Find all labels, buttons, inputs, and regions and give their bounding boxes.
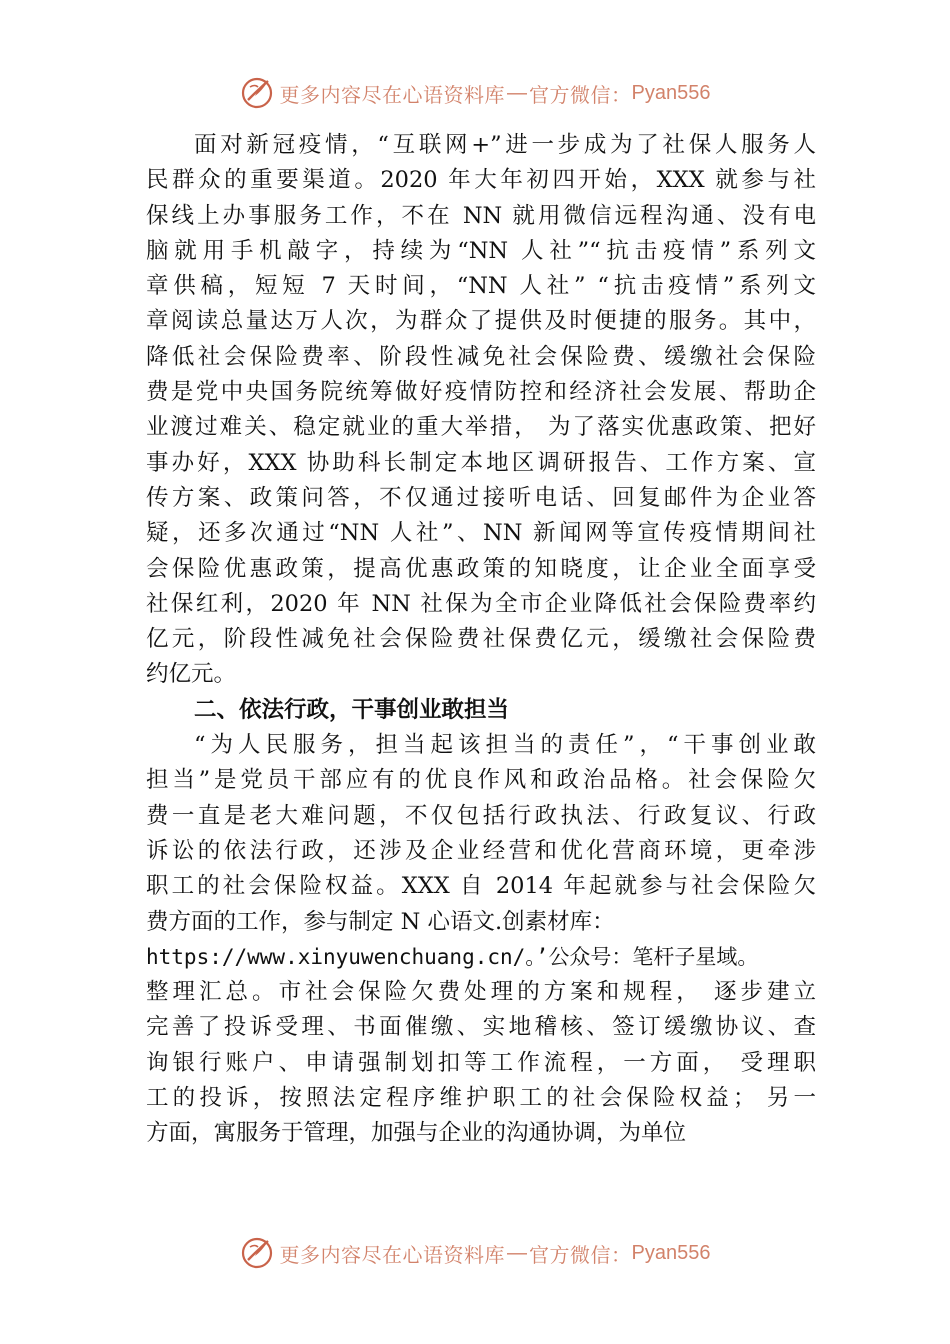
text-line: 保线上办事服务工作，不在 NN 就用微信远程沟通、没有电 xyxy=(146,202,816,229)
text-line: 社保红利，2020 年 NN 社保为全市企业降低社会保险费率约 xyxy=(146,590,816,617)
banner-wechat-id: Pyan556 xyxy=(631,81,711,104)
text-line: 事办好，XXX 协助科长制定本地区调研报告、工作方案、宣 xyxy=(146,449,816,476)
text-line: 费一直是老大难问题，不仅包括行政执法、行政复议、行政 xyxy=(146,802,816,829)
text-line: 约亿元。 xyxy=(146,661,237,688)
text-line: 完善了投诉受理、书面催缴、实地稽核、签订缓缴协议、查 xyxy=(146,1014,816,1041)
footer-banner xyxy=(0,1233,950,1273)
banner-separator: — xyxy=(507,81,528,104)
banner-label: 官方微信： xyxy=(529,82,632,107)
text-line: 亿元，阶段性减免社会保险费社保费亿元，缓缴社会保险费 xyxy=(146,626,816,653)
text-line: 业渡过难关、稳定就业的重大举措， 为了落实优惠政策、把好 xyxy=(146,414,816,441)
text-line: 会保险优惠政策，提高优惠政策的知晓度，让企业全面享受 xyxy=(146,555,816,582)
text-line: 面对新冠疫情，“互联网+”进一步成为了社保人服务人 xyxy=(194,132,816,158)
text-line: 章供稿，短短 7 天时间，“NN 人社” “抗击疫情”系列文 xyxy=(146,273,816,300)
header-banner xyxy=(0,73,950,113)
text-line-url: https://www.xinyuwenchuang.cn/。’公众号：笔杆子星域。 xyxy=(146,944,759,969)
text-line: 费方面的工作，参与制定 N 心语文.创素材库： xyxy=(146,908,615,935)
text-line: 疑，还多次通过“NN 人社”、NN 新闻网等宣传疫情期间社 xyxy=(146,520,816,547)
text-line: 民群众的重要渠道。2020 年大年初四开始，XXX 就参与社 xyxy=(146,167,816,194)
text-line: 整理汇总。市社会保险欠费处理的方案和规程， 逐步建立 xyxy=(146,979,816,1006)
text-line: 传方案、政策问答，不仅通过接听电话、回复邮件为企业答 xyxy=(146,484,816,511)
quill-logo-icon xyxy=(240,1236,274,1270)
document-body xyxy=(146,128,816,1152)
text-line: 诉讼的依法行政，还涉及企业经营和优化营商环境，更牵涉 xyxy=(146,837,816,864)
text-line: 询银行账户、申请强制划扣等工作流程，一方面， 受理职 xyxy=(146,1049,816,1076)
text-line: 工的投诉，按照法定程序维护职工的社会保险权益； 另一 xyxy=(146,1085,816,1112)
text-line: 职工的社会保险权益。XXX 自 2014 年起就参与社会保险欠 xyxy=(146,873,816,900)
paragraph-1 xyxy=(146,128,816,693)
banner-separator: — xyxy=(507,1241,528,1264)
text-line: 方面，寓服务于管理，加强与企业的沟通协调，为单位 xyxy=(146,1120,687,1147)
text-line: 担当”是党员干部应有的优良作风和政治品格。社会保险欠 xyxy=(146,767,816,794)
text-line: 费是党中央国务院统筹做好疫情防控和经济社会发展、帮助企 xyxy=(146,379,816,406)
text-line: 降低社会保险费率、阶段性减免社会保险费、缓缴社会保险 xyxy=(146,343,816,370)
section-heading: 二、依法行政，干事创业敢担当 xyxy=(194,696,510,723)
banner-text: 更多内容尽在心语资料库 xyxy=(279,1242,506,1267)
paragraph-2 xyxy=(146,728,816,1152)
banner-wechat-id: Pyan556 xyxy=(631,1241,711,1264)
text-line: 章阅读总量达万人次，为群众了提供及时便捷的服务。其中， xyxy=(146,308,816,335)
quill-logo-icon xyxy=(240,76,274,110)
banner-label: 官方微信： xyxy=(529,1242,632,1267)
banner-text: 更多内容尽在心语资料库 xyxy=(279,82,506,107)
text-line: “为人民服务，担当起该担当的责任”，“干事创业敢 xyxy=(194,732,816,759)
text-line: 脑就用手机敲字，持续为“NN 人社”“抗击疫情”系列文 xyxy=(146,237,816,264)
